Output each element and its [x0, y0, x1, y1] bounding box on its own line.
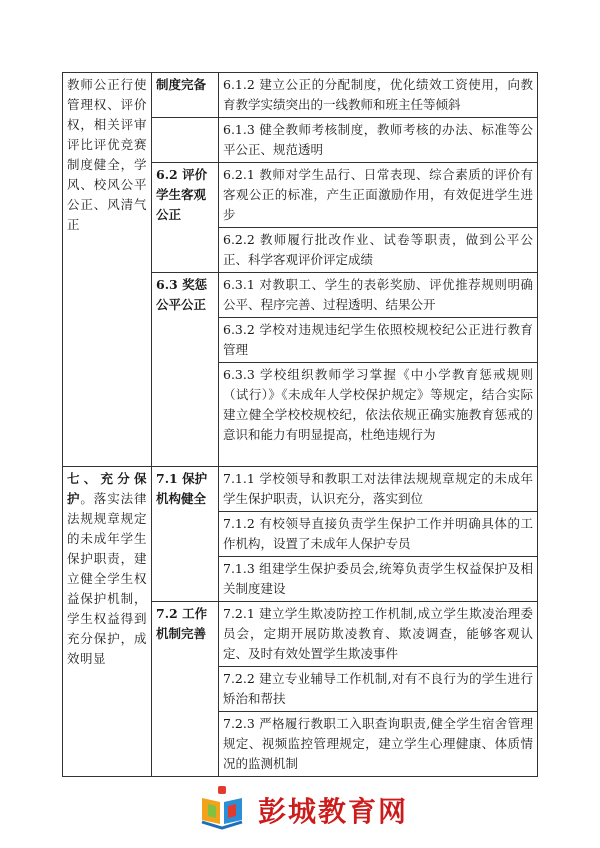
item-6-3-3: 6.3.3 学校组织教师学习掌握《中小学教育惩戒规则（试行）》《未成年人学校保护规定》等规定，结合实际建立健全学校校规校纪，依法依规正确实施教育惩戒的意识和能力有明显提高，杜绝违规行为 — [219, 363, 538, 467]
book-logo-icon — [198, 784, 246, 830]
subsection-7-2-label: 7.2 工作机制完善 — [152, 602, 219, 777]
item-6-1-2: 6.1.2 建立公正的分配制度，优化绩效工资使用，向教育教学实绩突出的一线教师和班主任等倾斜 — [219, 73, 538, 118]
item-6-3-1: 6.3.1 对教职工、学生的表彰奖励、评优推荐规则明确公平、程序完善、过程透明、结果公开 — [219, 273, 538, 318]
watermark-text: 彭城教育网 — [258, 795, 409, 828]
section-7-description — [63, 467, 152, 777]
item-6-1-3: 6.1.3 健全教师考核制度，教师考核的办法、标准等公平公正、规范透明 — [219, 118, 538, 163]
section-7-body: 。落实法律法规规章规定的未成年学生保护职责，建立健全学生权益保护机制，学生权益得到充分保护，成效明显 — [67, 491, 147, 666]
item-7-2-1: 7.2.1 建立学生欺凌防控工作机制,成立学生欺凌治理委员会，定期开展防欺凌教育、欺凌调查，能够客观认定、及时有效处置学生欺凌事件 — [219, 602, 538, 667]
item-7-1-1: 7.1.1 学校领导和教职工对法律法规规章规定的未成年学生保护职责，认识充分，落实到位 — [219, 467, 538, 512]
subsection-6-1-label: 制度完备 — [152, 73, 219, 118]
item-6-2-2: 6.2.2 教师履行批改作业、试卷等职责，做到公平公正、科学客观评价评定成绩 — [219, 228, 538, 273]
standards-table — [62, 72, 538, 777]
section-7-title: 七、充分保护 — [67, 471, 147, 506]
item-6-2-1: 6.2.1 教师对学生品行、日常表现、综合素质的评价有客观公正的标准，产生正面激励作用，有效促进学生进步 — [219, 163, 538, 228]
item-7-1-3: 7.1.3 组建学生保护委员会,统筹负责学生权益保护及相关制度建设 — [219, 557, 538, 602]
item-7-2-2: 7.2.2 建立专业辅导工作机制,对有不良行为的学生进行矫治和帮扶 — [219, 667, 538, 712]
subsection-7-1-label: 7.1 保护机构健全 — [152, 467, 219, 602]
item-6-3-2: 6.3.2 学校对违规违纪学生依照校规校纪公正进行教育管理 — [219, 318, 538, 363]
subsection-6-2-label: 6.2 评价学生客观公正 — [152, 163, 219, 273]
subsection-6-3-label: 6.3 奖惩公平公正 — [152, 273, 219, 467]
item-7-1-2: 7.1.2 有校领导直接负责学生保护工作并明确具体的工作机构，设置了未成年人保护专员 — [219, 512, 538, 557]
watermark-logo — [198, 784, 418, 830]
item-7-2-3: 7.2.3 严格履行教职工入职查询职责,健全学生宿舍管理规定、视频监控管理规定，建立学生心理健康、体质情况的监测机制 — [219, 712, 538, 777]
section-6-description: 教师公正行使管理权、评价权，相关评审评比评优竞赛制度健全，学风、校风公平公正、风清气正 — [63, 73, 152, 467]
subsection-6-1-label-cont — [152, 118, 219, 163]
